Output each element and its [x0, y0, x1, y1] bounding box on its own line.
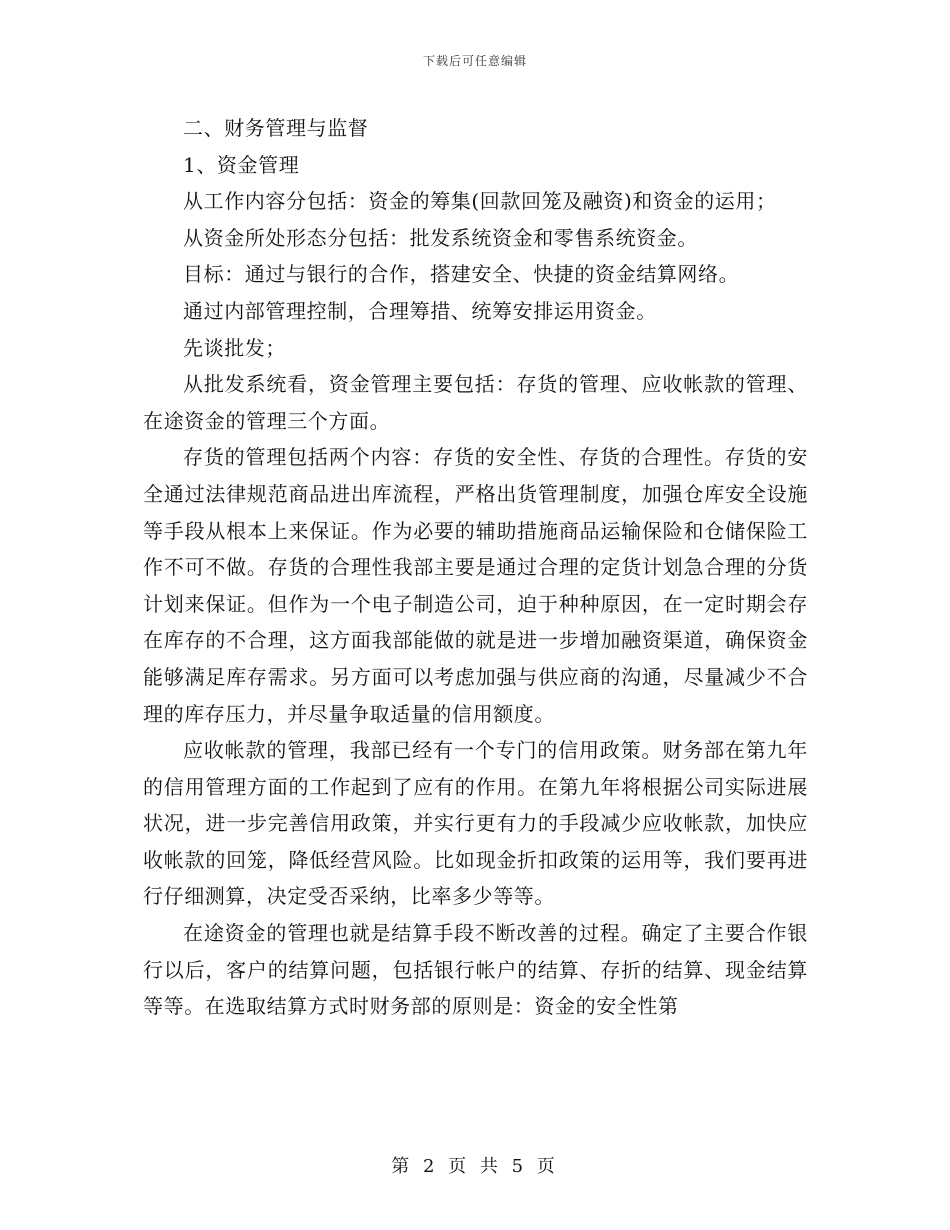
paragraph: 从批发系统看，资金管理主要包括：存货的管理、应收帐款的管理、在途资金的管理三个方面。: [143, 372, 808, 433]
subsection-heading: 1、资金管理: [183, 152, 300, 177]
paragraph: 应收帐款的管理，我部已经有一个专门的信用政策。财务部在第九年的信用管理方面的工作起到了应有的作用。在第九年将根据公司实际进展状况，进一步完善信用政策，并实行更有力的手段减少应收帐款，加快应收帐款的回笼，降低经营风险。比如现金折扣政策的运用等，我们要再进行仔细测算，决定受否采纳，比率多少等等。: [143, 738, 808, 909]
document-body: [143, 110, 808, 1025]
page-header-note: 下载后可任意编辑: [422, 54, 527, 68]
page-number: 第 2 页 共 5 页: [391, 1156, 559, 1177]
paragraph: 存货的管理包括两个内容：存货的安全性、存货的合理性。存货的安全通过法律规范商品进出库流程，严格出货管理制度，加强仓库安全设施等手段从根本上来保证。作为必要的辅助措施商品运输保险和仓储保险工作不可不做。存货的合理性我部主要是通过合理的定货计划急合理的分货计划来保证。但作为一个电子制造公司，迫于种种原因，在一定时期会存在库存的不合理，这方面我部能做的就是进一步增加融资渠道，确保资金能够满足库存需求。另方面可以考虑加强与供应商的沟通，尽量减少不合理的库存压力，并尽量争取适量的信用额度。: [143, 445, 808, 726]
paragraph: 在途资金的管理也就是结算手段不断改善的过程。确定了主要合作银行以后，客户的结算问题，包括银行帐户的结算、存折的结算、现金结算等等。在选取结算方式时财务部的原则是：资金的安全性第: [143, 921, 808, 1019]
paragraph: 从资金所处形态分包括：批发系统资金和零售系统资金。: [183, 225, 698, 250]
section-heading: 二、财务管理与监督: [183, 116, 369, 140]
paragraph: 先谈批发；: [183, 335, 286, 360]
paragraph: 从工作内容分包括：资金的筹集(回款回笼及融资)和资金的运用；: [183, 189, 777, 214]
paragraph: 目标：通过与银行的合作，搭建安全、快捷的资金结算网络。: [183, 262, 740, 287]
paragraph: 通过内部管理控制，合理筹措、统筹安排运用资金。: [183, 298, 657, 323]
